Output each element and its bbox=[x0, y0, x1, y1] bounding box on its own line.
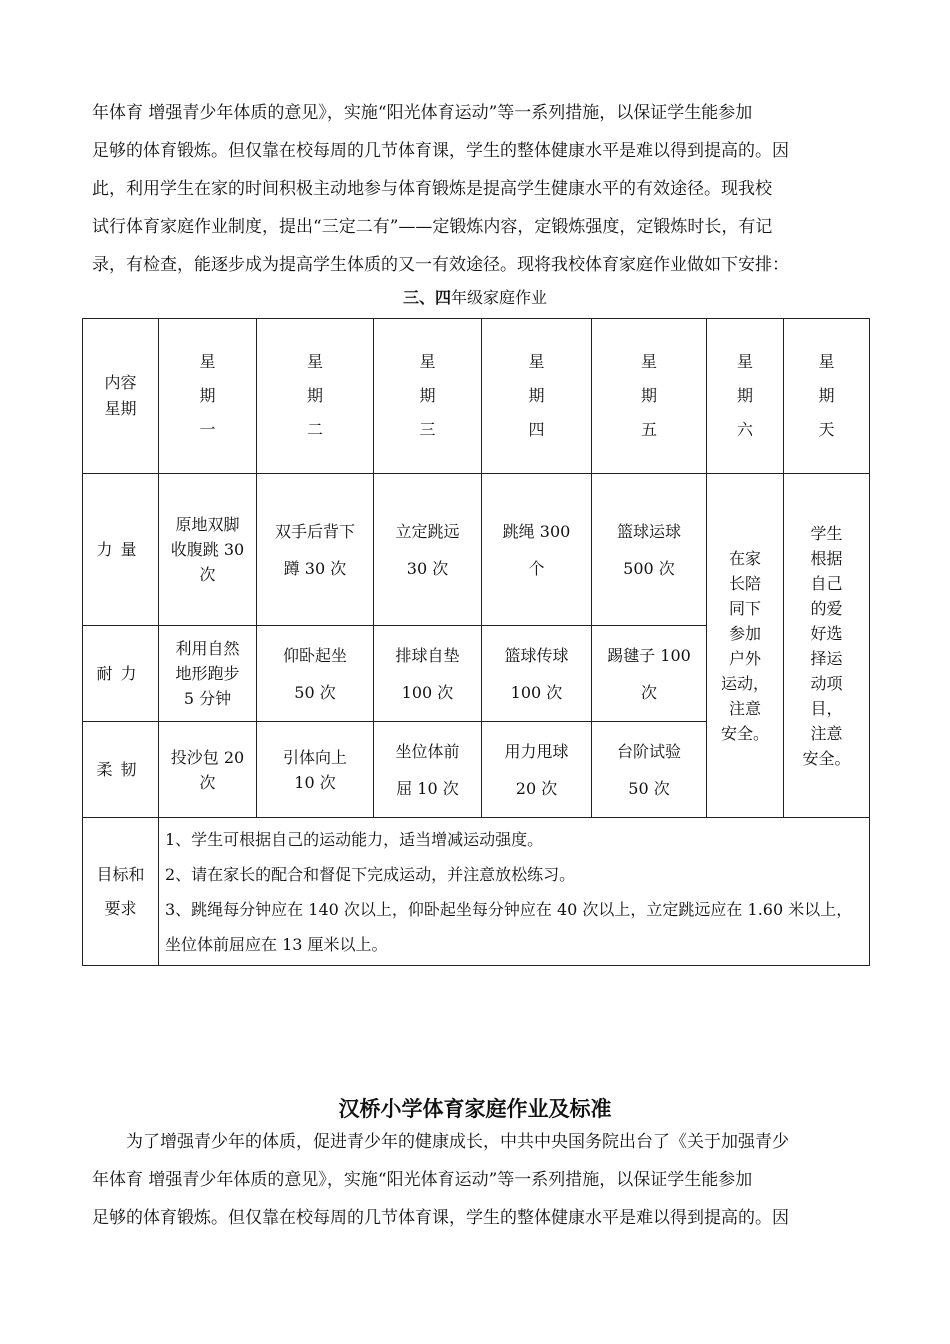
header-sunday: 星 期 天 bbox=[784, 319, 870, 474]
row-label-strength: 力量 bbox=[83, 474, 159, 626]
cell-strength-fri: 篮球运球 500 次 bbox=[592, 474, 707, 626]
corner-weekday-label: 星期 bbox=[104, 399, 137, 418]
header-friday: 星 期 五 bbox=[592, 319, 707, 474]
cell-saturday-activity: 在家 长陪 同下 参加 户外 运动， 注意 安全。 bbox=[707, 474, 784, 818]
cell-strength-tue: 双手后背下 蹲 30 次 bbox=[257, 474, 374, 626]
requirements-content bbox=[159, 818, 870, 966]
second-paragraph bbox=[92, 1123, 862, 1237]
paragraph-line: 足够的体育锻炼。但仅靠在校每周的几节体育课，学生的整体健康水平是难以得到提高的。因 bbox=[92, 1208, 789, 1228]
intro-line: 试行体育家庭作业制度，提出“三定二有”——定锻炼内容，定锻炼强度，定锻炼时长，有记 bbox=[92, 217, 773, 237]
intro-line: 录，有检查，能逐步成为提高学生体质的又一有效途径。现将我校体育家庭作业做如下安排： bbox=[92, 255, 789, 275]
cell-strength-mon: 原地双脚 收腹跳 30 次 bbox=[159, 474, 257, 626]
cell-endurance-wed: 排球自垫 100 次 bbox=[374, 626, 482, 722]
paragraph-line: 为了增强青少年的体质，促进青少年的健康成长，中共中央国务院出台了《关于加强青少 bbox=[126, 1132, 789, 1152]
table-title-rest: 年级家庭作业 bbox=[451, 288, 548, 307]
cell-endurance-mon: 利用自然 地形跑步 5 分钟 bbox=[159, 626, 257, 722]
intro-line: 足够的体育锻炼。但仅靠在校每周的几节体育课，学生的整体健康水平是难以得到提高的。因 bbox=[92, 141, 789, 161]
cell-flexibility-mon: 投沙包 20 次 bbox=[159, 722, 257, 818]
requirement-item: 2、请在家长的配合和督促下完成运动，并注意放松练习。 bbox=[165, 864, 576, 884]
intro-line: 年体育 增强青少年体质的意见》，实施“阳光体育运动”等一系列措施，以保证学生能参加 bbox=[92, 103, 753, 123]
header-saturday: 星 期 六 bbox=[707, 319, 784, 474]
paragraph-line: 年体育 增强青少年体质的意见》，实施“阳光体育运动”等一系列措施，以保证学生能参加 bbox=[92, 1170, 753, 1190]
table-row-requirements bbox=[83, 818, 870, 966]
requirements-label: 目标和 要求 bbox=[83, 818, 159, 966]
header-wednesday: 星 期 三 bbox=[374, 319, 482, 474]
document-title: 汉桥小学体育家庭作业及标准 bbox=[338, 1097, 612, 1121]
cell-strength-wed: 立定跳远 30 次 bbox=[374, 474, 482, 626]
homework-table bbox=[82, 318, 870, 966]
row-label-endurance: 耐力 bbox=[83, 626, 159, 722]
table-corner-cell bbox=[83, 319, 159, 474]
cell-endurance-fri: 踢毽子 100 次 bbox=[592, 626, 707, 722]
cell-strength-thu: 跳绳 300 个 bbox=[482, 474, 592, 626]
row-label-flexibility: 柔韧 bbox=[83, 722, 159, 818]
intro-line: 此，利用学生在家的时间积极主动地参与体育锻炼是提高学生健康水平的有效途径。现我校 bbox=[92, 179, 772, 199]
cell-sunday-activity: 学生 根据 自己 的爱 好选 择运 动项 目， 注意 安全。 bbox=[784, 474, 870, 818]
requirement-item: 1、学生可根据自己的运动能力，适当增减运动强度。 bbox=[165, 829, 544, 849]
table-row-strength bbox=[83, 474, 870, 626]
intro-paragraph bbox=[92, 94, 862, 284]
table-title bbox=[0, 288, 950, 308]
table-header-row bbox=[83, 319, 870, 474]
header-tuesday: 星 期 二 bbox=[257, 319, 374, 474]
cell-flexibility-thu: 用力甩球 20 次 bbox=[482, 722, 592, 818]
table-title-grade: 三、四 bbox=[402, 288, 451, 307]
cell-flexibility-tue: 引体向上 10 次 bbox=[257, 722, 374, 818]
requirement-item: 3、跳绳每分钟应在 140 次以上，仰卧起坐每分钟应在 40 次以上，立定跳远应在 1.60 米以上，坐位体前屈应在 13 厘米以上。 bbox=[165, 899, 853, 954]
header-thursday: 星 期 四 bbox=[482, 319, 592, 474]
cell-endurance-tue: 仰卧起坐 50 次 bbox=[257, 626, 374, 722]
header-monday: 星 期 一 bbox=[159, 319, 257, 474]
cell-flexibility-fri: 台阶试验 50 次 bbox=[592, 722, 707, 818]
cell-endurance-thu: 篮球传球 100 次 bbox=[482, 626, 592, 722]
corner-content-label: 内容 bbox=[104, 373, 137, 392]
cell-flexibility-wed: 坐位体前 屈 10 次 bbox=[374, 722, 482, 818]
